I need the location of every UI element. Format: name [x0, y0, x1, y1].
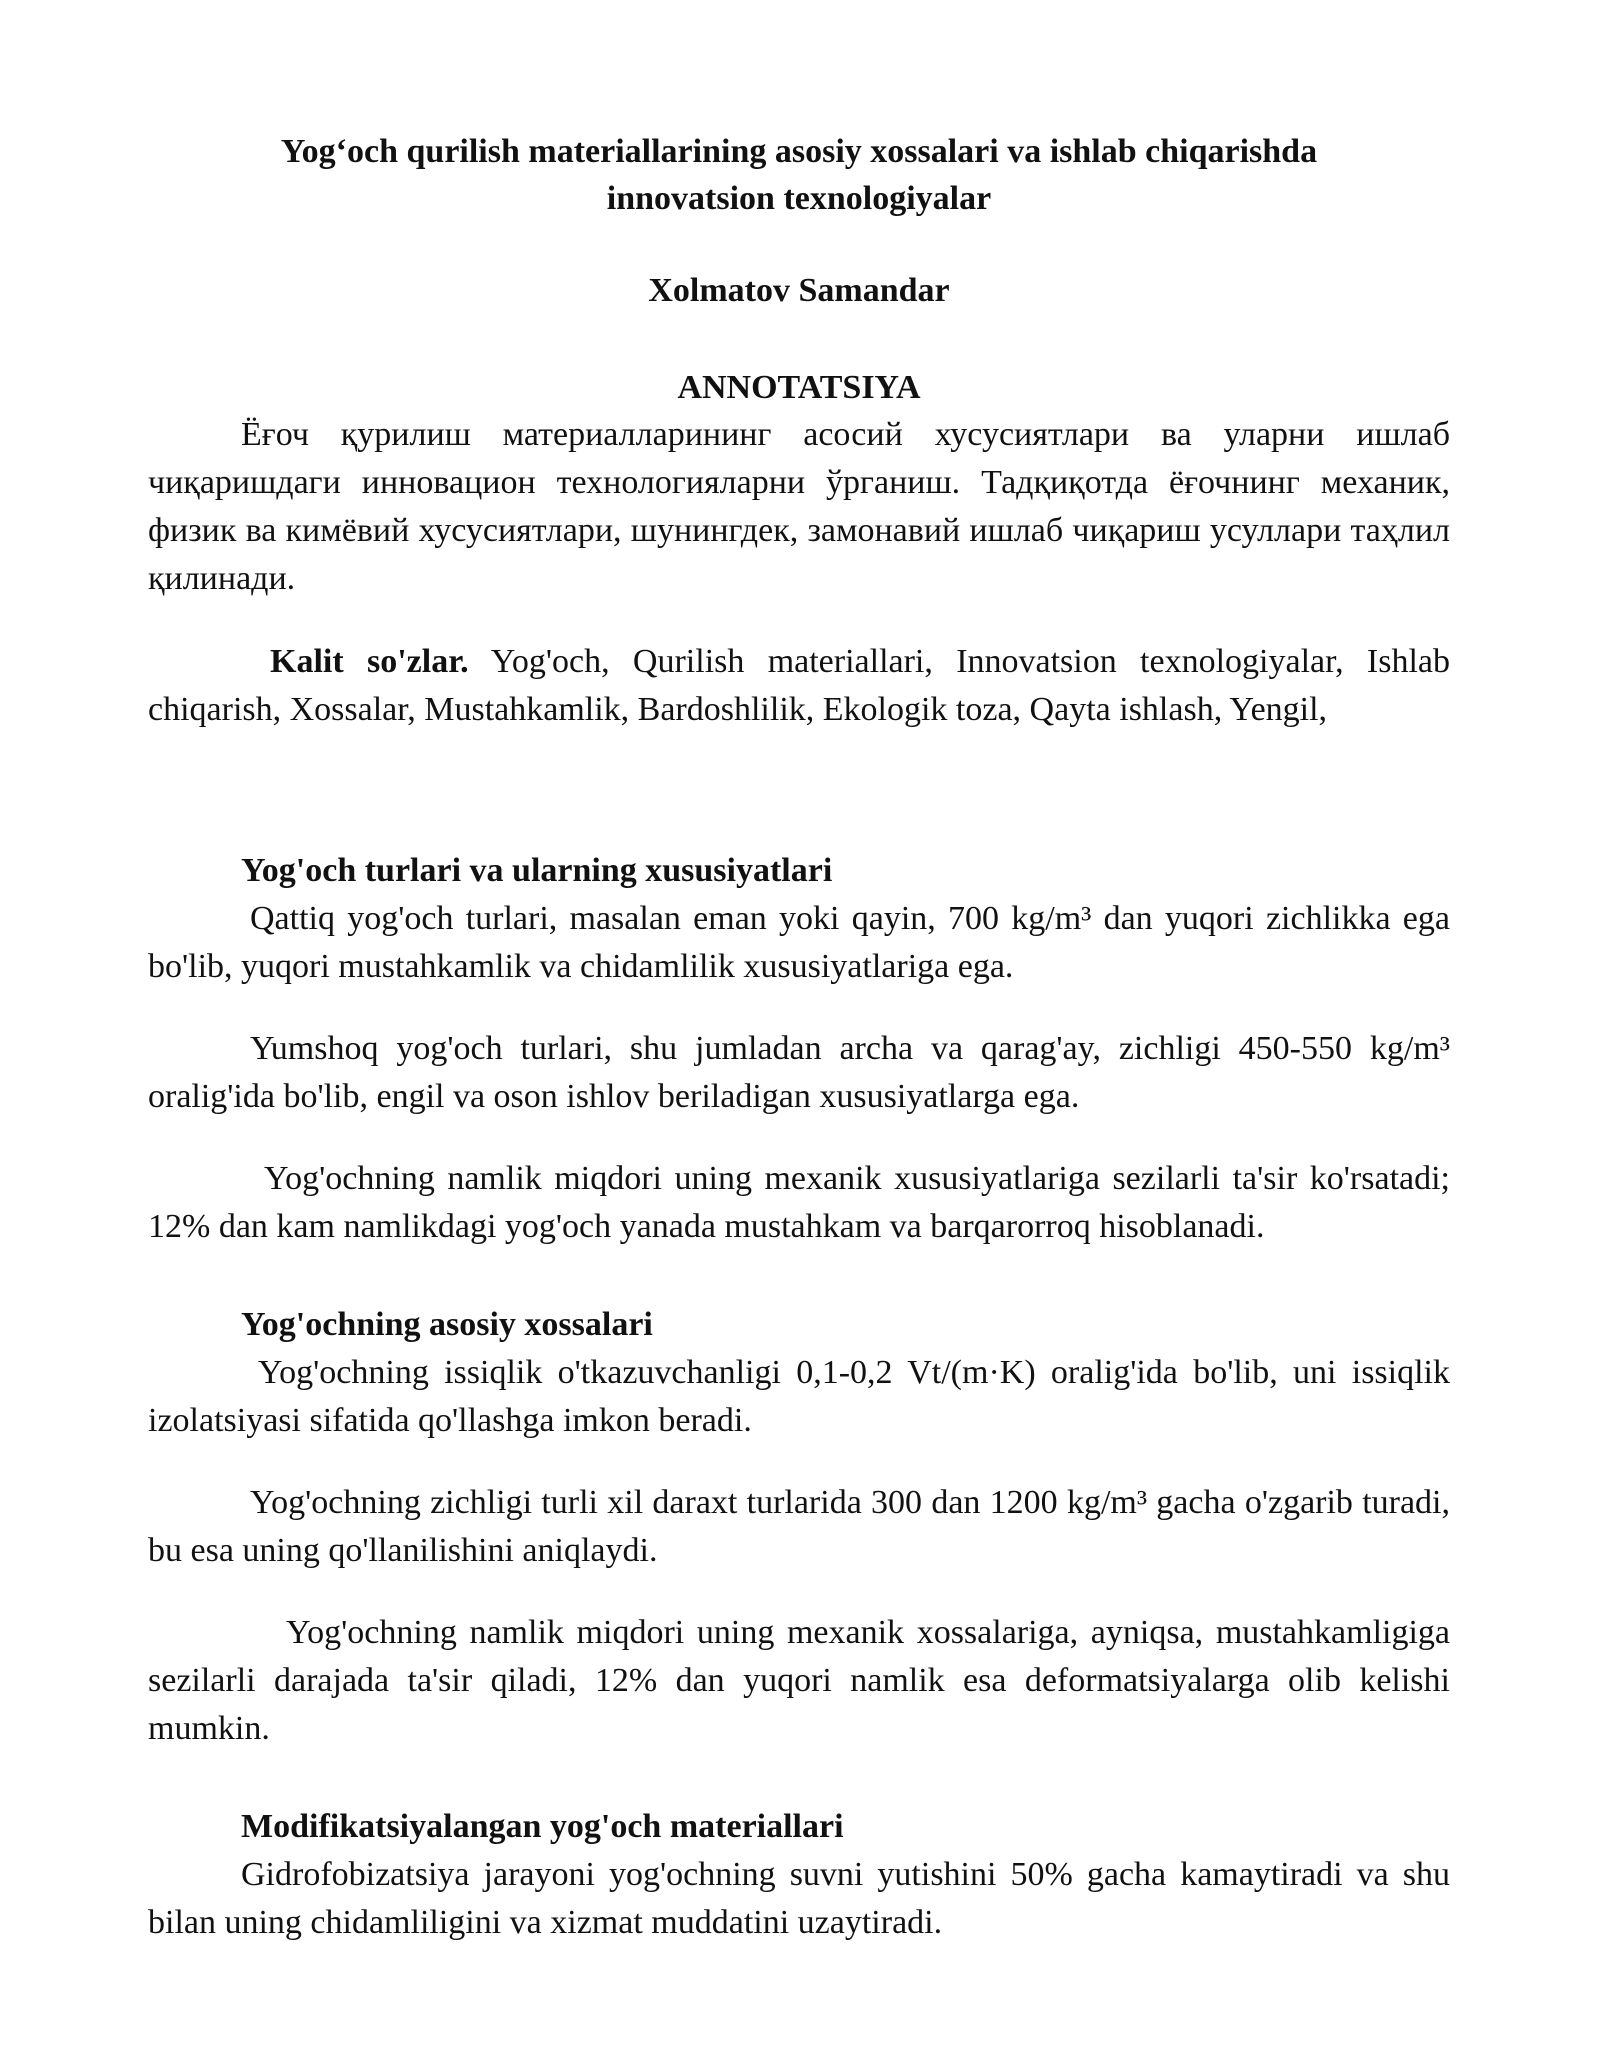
keywords-paragraph: [148, 638, 1450, 734]
section-heading-modified-wood: Modifikatsiyalangan yog'och materiallari: [241, 1808, 844, 1845]
paragraph-hardwood: Qattiq yog'och turlari, masalan eman yoki qayin, 700 kg/m³ dan yuqori zichlikka ega bo'lib, yuqori mustahkamlik va chidamlilik xususiyatlariga ega.: [148, 900, 1450, 985]
paragraph-hydrophobization: Gidrofobizatsiya jarayoni yog'ochning suvni yutishini 50% gacha kamaytiradi va shu bilan uning chidamliligini va xizmat muddatini uzaytiradi.: [148, 1856, 1450, 1941]
paragraph-density: Yog'ochning zichligi turli xil daraxt turlarida 300 dan 1200 kg/m³ gacha o'zgarib turadi, bu esa uning qo'llanilishini aniqlaydi.: [148, 1484, 1450, 1569]
annotation-heading: ANNOTATSIYA: [677, 369, 921, 406]
annotation-text: Ёғоч қурилиш материалларининг асосий хусусиятлари ва уларни ишлаб чиқаришдаги инновацион технологияларни ўрганиш. Тадқиқотда ёғочнинг механик, физик ва кимёвий хусусиятлари, шунингдек, замонавий ишлаб чиқариш усуллари таҳлил қилинади.: [148, 416, 1450, 597]
keywords-text: Yog'och, Qurilish materiallari, Innovatsion texnologiyalar, Ishlab chiqarish, Xossalar, Mustahkamlik, Bardoshlilik, Ekologik toza, Qayta ishlash, Yengil,: [148, 643, 1450, 728]
section-heading-wood-types: Yog'och turlari va ularning xususiyatlari: [241, 852, 833, 889]
paragraph-thermal-conductivity: Yog'ochning issiqlik o'tkazuvchanligi 0,1-0,2 Vt/(m·K) oralig'ida bo'lib, uni issiqlik izolatsiyasi sifatida qo'llashga imkon beradi.: [148, 1354, 1450, 1439]
section-heading-main-properties: Yog'ochning asosiy xossalari: [241, 1306, 653, 1343]
document-title: [148, 128, 1450, 222]
paragraph-moisture: Yog'ochning namlik miqdori uning mexanik xususiyatlariga sezilarli ta'sir ko'rsatadi; 12% dan kam namlikdagi yog'och yanada mustahkam va barqarorroq hisoblanadi.: [148, 1160, 1450, 1245]
title-line-2: innovatsion texnologiyalar: [606, 180, 992, 217]
author-name: Xolmatov Samandar: [648, 272, 950, 309]
keywords-label: Kalit so'zlar.: [270, 643, 469, 680]
paragraph-softwood: Yumshoq yog'och turlari, shu jumladan archa va qarag'ay, zichligi 450-550 kg/m³ oralig'ida bo'lib, engil va oson ishlov beriladigan xususiyatlarga ega.: [148, 1030, 1450, 1115]
document-page: [148, 128, 1450, 1947]
title-line-1: Yog‘och qurilish materiallarining asosiy xossalari va ishlab chiqarishda: [280, 133, 1318, 170]
paragraph-moisture-strength: Yog'ochning namlik miqdori uning mexanik xossalariga, ayniqsa, mustahkamligiga sezilarli darajada ta'sir qiladi, 12% dan yuqori namlik esa deformatsiyalarga olib kelishi mumkin.: [148, 1614, 1450, 1747]
